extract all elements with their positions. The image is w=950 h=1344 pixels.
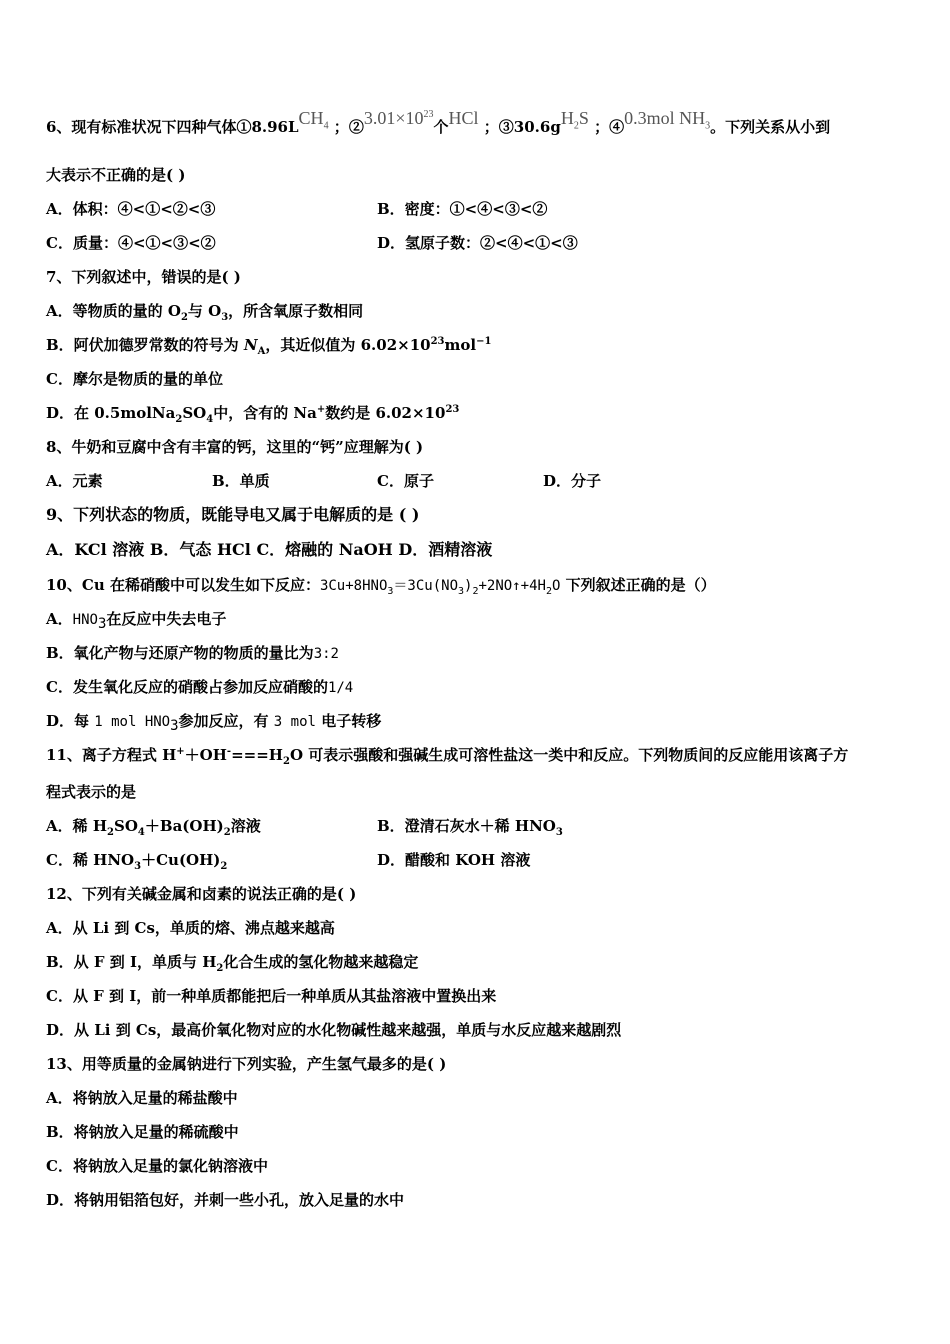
q6-option-b: B．密度：①<④<③<② bbox=[377, 200, 548, 218]
q6-sep-3: ； bbox=[594, 118, 610, 136]
q6-text-1: 6、现有标准状况下四种气体① bbox=[46, 118, 252, 136]
q6-option-c: C．质量：④<①<③<② bbox=[46, 234, 216, 252]
q6-formula-hcl: HCl bbox=[448, 108, 479, 128]
q6-number: $3.01\times 10^{23}$ bbox=[363, 108, 434, 128]
q9-stem: 9、下列状态的物质，既能导电又属于电解质的是 ( ) bbox=[46, 505, 420, 524]
q10-stem: 10、Cu 在稀硝酸中可以发生如下反应：$3Cu+8HNO_3=3Cu(NO_3)_2+2NO↑+4H_2O$ 下列叙述正确的是（） bbox=[46, 576, 716, 597]
q13-stem: 13、用等质量的金属钠进行下列实验，产生氢气最多的是( ) bbox=[46, 1055, 447, 1073]
q10-option-d: D．每 1 mol $HNO_3$参加反应，有 3 mol 电子转移 bbox=[46, 712, 382, 734]
q8-stem: 8、牛奶和豆腐中含有丰富的钙，这里的“钙”应理解为( ) bbox=[46, 438, 424, 456]
q11-stem-cont: 程式表示的是 bbox=[46, 783, 137, 801]
q6-stem-cont: 大表示不正确的是( ) bbox=[46, 166, 186, 184]
q6-circle-3: ③ bbox=[498, 118, 514, 136]
q6-circle-2: ② bbox=[348, 118, 364, 136]
q6-formula-nh3: 0.3mol $NH_3$ bbox=[624, 108, 711, 132]
q6-mass: 30.6g bbox=[513, 118, 561, 136]
q6-unit-ge: 个 bbox=[433, 118, 449, 136]
q12-option-b: B．从 F 到 I，单质与 $H_2$化合生成的氢化物越来越稳定 bbox=[46, 953, 419, 974]
q8-option-c: C．原子 bbox=[377, 472, 434, 490]
q11-option-d: D．醋酸和 KOH 溶液 bbox=[377, 851, 531, 869]
q12-option-d: D．从 Li 到 Cs，最高价氧化物对应的水化物碱性越来越强，单质与水反应越来越剧烈 bbox=[46, 1021, 622, 1039]
q13-option-c: C．将钠放入足量的氯化钠溶液中 bbox=[46, 1157, 268, 1175]
q11-option-a: A．稀 $H_2SO_4+Ba(OH)_2$溶液 bbox=[46, 817, 261, 838]
q12-option-a: A．从 Li 到 Cs，单质的熔、沸点越来越高 bbox=[46, 919, 335, 937]
q7-option-d: D．在 $0.5molNa_2SO_4$中，含有的 Na+数约是 $6.02\times 10^{23}$ bbox=[46, 404, 460, 425]
q9-options: A．KCl 溶液 B．气态 HCl C．熔融的 NaOH D．酒精溶液 bbox=[46, 540, 493, 559]
q6-option-a: A．体积：④<①<②<③ bbox=[46, 200, 216, 218]
q6-text-tail: 。下列关系从小到 bbox=[710, 118, 831, 136]
q11-option-b: B．澄清石灰水＋稀 $HNO_3$ bbox=[377, 817, 563, 838]
q6-circle-4: ④ bbox=[609, 118, 625, 136]
q6-sep-1: ； bbox=[333, 118, 349, 136]
q13-option-b: B．将钠放入足量的稀硫酸中 bbox=[46, 1123, 239, 1141]
q6-volume: 8.96L bbox=[251, 118, 299, 136]
q10-option-a: A．$HNO_3$在反应中失去电子 bbox=[46, 610, 227, 632]
q11-option-c: C．稀 $HNO_3+Cu(OH)_2$ bbox=[46, 851, 228, 872]
q12-stem: 12、下列有关碱金属和卤素的说法正确的是( ) bbox=[46, 885, 357, 903]
q6-formula-ch4: $CH_4$ bbox=[298, 108, 329, 132]
q6-sep-2: ； bbox=[483, 118, 499, 136]
q11-stem: 11、离子方程式 $H^++OH^-===H_2O$ 可表示强酸和强碱生成可溶性盐这一类中和反应。下列物质间的反应能用该离子方 bbox=[46, 746, 849, 767]
q6-stem bbox=[46, 108, 831, 137]
q7-option-a: A．等物质的量的 $O_2$与 $O_3$，所含氧原子数相同 bbox=[46, 302, 364, 323]
q7-option-b: B．阿伏加德罗常数的符号为 $N_A$，其近似值为 $6.02\times 10^{23}mol^{-1}$ bbox=[46, 336, 492, 357]
q8-option-d: D．分子 bbox=[543, 472, 602, 490]
q7-stem: 7、下列叙述中，错误的是( ) bbox=[46, 268, 241, 286]
q6-option-d: D．氢原子数：②<④<①<③ bbox=[377, 234, 578, 252]
q13-option-a: A．将钠放入足量的稀盐酸中 bbox=[46, 1089, 238, 1107]
q7-option-c: C．摩尔是物质的量的单位 bbox=[46, 370, 223, 388]
q10-option-c: C．发生氧化反应的硝酸占参加反应硝酸的1/4 bbox=[46, 678, 354, 696]
q8-option-a: A．元素 bbox=[46, 472, 103, 490]
q10-equation: $3Cu+8HNO_3=3Cu(NO_3)_2+2NO↑+4H_2O$ bbox=[319, 578, 561, 597]
q10-option-b: B．氧化产物与还原产物的物质的量比为3:2 bbox=[46, 644, 339, 662]
q13-option-d: D．将钠用铝箔包好，并刺一些小孔，放入足量的水中 bbox=[46, 1191, 405, 1209]
q6-formula-h2s: $H_2S$ bbox=[560, 108, 589, 132]
q8-option-b: B．单质 bbox=[212, 472, 270, 490]
q12-option-c: C．从 F 到 I，前一种单质都能把后一种单质从其盐溶液中置换出来 bbox=[46, 987, 497, 1005]
